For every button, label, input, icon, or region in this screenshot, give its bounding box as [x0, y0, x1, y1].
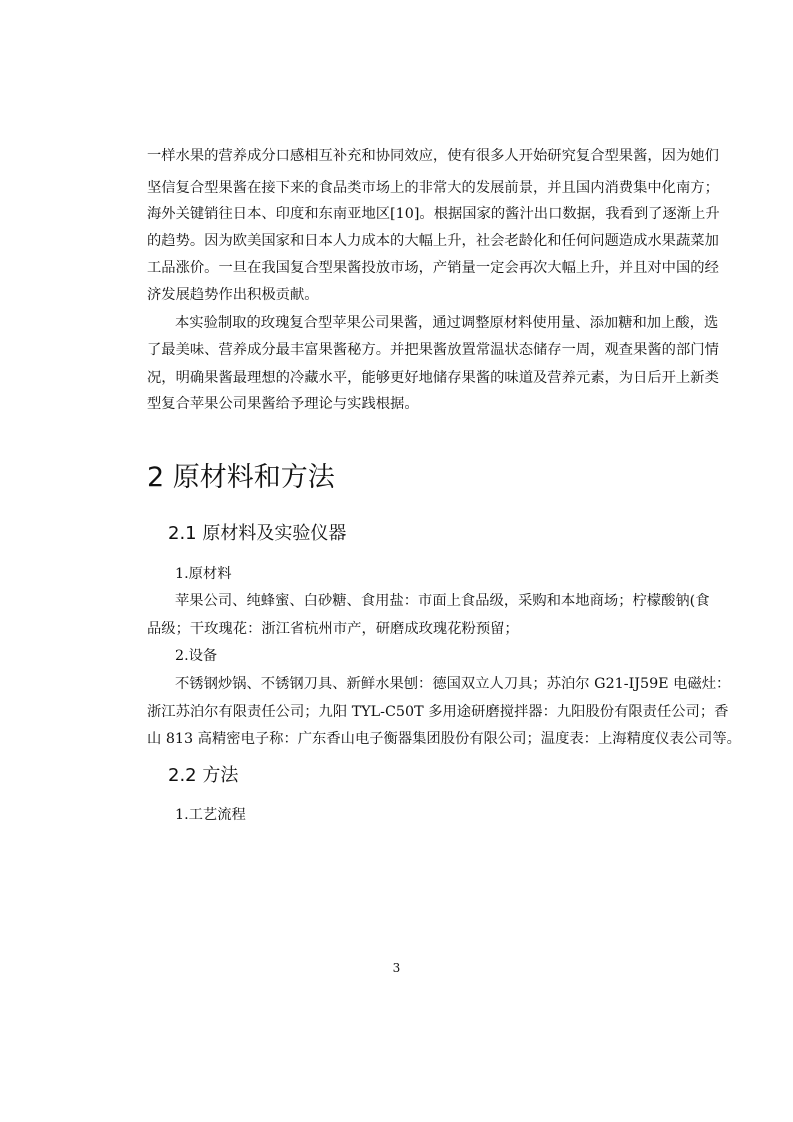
intro-line-3: 海外关键销往日本、印度和东南亚地区[10]。根据国家的酱汁出口数据，我看到了逐渐上升 — [147, 206, 720, 222]
para2-line-3: 况，明确果酱最理想的冷藏水平，能够更好地储存果酱的味道及营养元素，为日后开上新类 — [147, 370, 719, 386]
page-number: 3 — [392, 961, 401, 975]
intro-line-2: 坚信复合型果酱在接下来的食品类市场上的非常大的发展前景，并且国内消费集中化南方； — [147, 180, 719, 196]
equipment-line-1: 不锈钢炒锅、不锈钢刀具、新鲜水果刨：德国双立人刀具；苏泊尔 G21-IJ59E 电磁灶： — [175, 676, 731, 692]
intro-line-6: 济发展趋势作出积极贡献。 — [147, 287, 319, 303]
para2-line-1: 本实验制取的玫瑰复合型苹果公司果酱，通过调整原材料使用量、添加糖和加上酸，选 — [175, 315, 719, 331]
equipment-line-3: 山 813 高精密电子称：广东香山电子衡器集团股份有限公司；温度表：上海精度仪表公司等。 — [147, 731, 741, 747]
section-2-2-heading: 2.2 方法 — [168, 765, 239, 786]
materials-label: 1.原材料 — [175, 566, 232, 582]
equipment-label: 2.设备 — [175, 648, 218, 664]
para2-line-2: 了最美味、营养成分最丰富果酱秘方。并把果酱放置常温状态储存一周，观查果酱的部门情 — [147, 342, 719, 358]
section-2-heading: 2 原材料和方法 — [147, 462, 335, 493]
materials-line-2: 品级；干玫瑰花：浙江省杭州市产，研磨成玫瑰花粉预留； — [147, 621, 519, 637]
intro-line-1: 一样水果的营养成分口感相互补充和协同效应，使有很多人开始研究复合型果酱，因为她们 — [147, 148, 719, 164]
intro-line-4: 的趋势。因为欧美国家和日本人力成本的大幅上升，社会老龄化和任何问题造成水果蔬菜加 — [147, 233, 719, 249]
materials-line-1: 苹果公司、纯蜂蜜、白砂糖、食用盐：市面上食品级，采购和本地商场；柠檬酸钠(食 — [175, 593, 710, 609]
intro-line-5: 工品涨价。一旦在我国复合型果酱投放市场，产销量一定会再次大幅上升，并且对中国的经 — [147, 260, 719, 276]
para2-line-4: 型复合苹果公司果酱给予理论与实践根据。 — [147, 396, 419, 412]
process-flow-label: 1.工艺流程 — [175, 807, 246, 823]
section-2-1-heading: 2.1 原材料及实验仪器 — [168, 523, 347, 544]
equipment-line-2: 浙江苏泊尔有限责任公司；九阳 TYL-C50T 多用途研磨搅拌器：九阳股份有限责任公司；香 — [147, 704, 729, 720]
